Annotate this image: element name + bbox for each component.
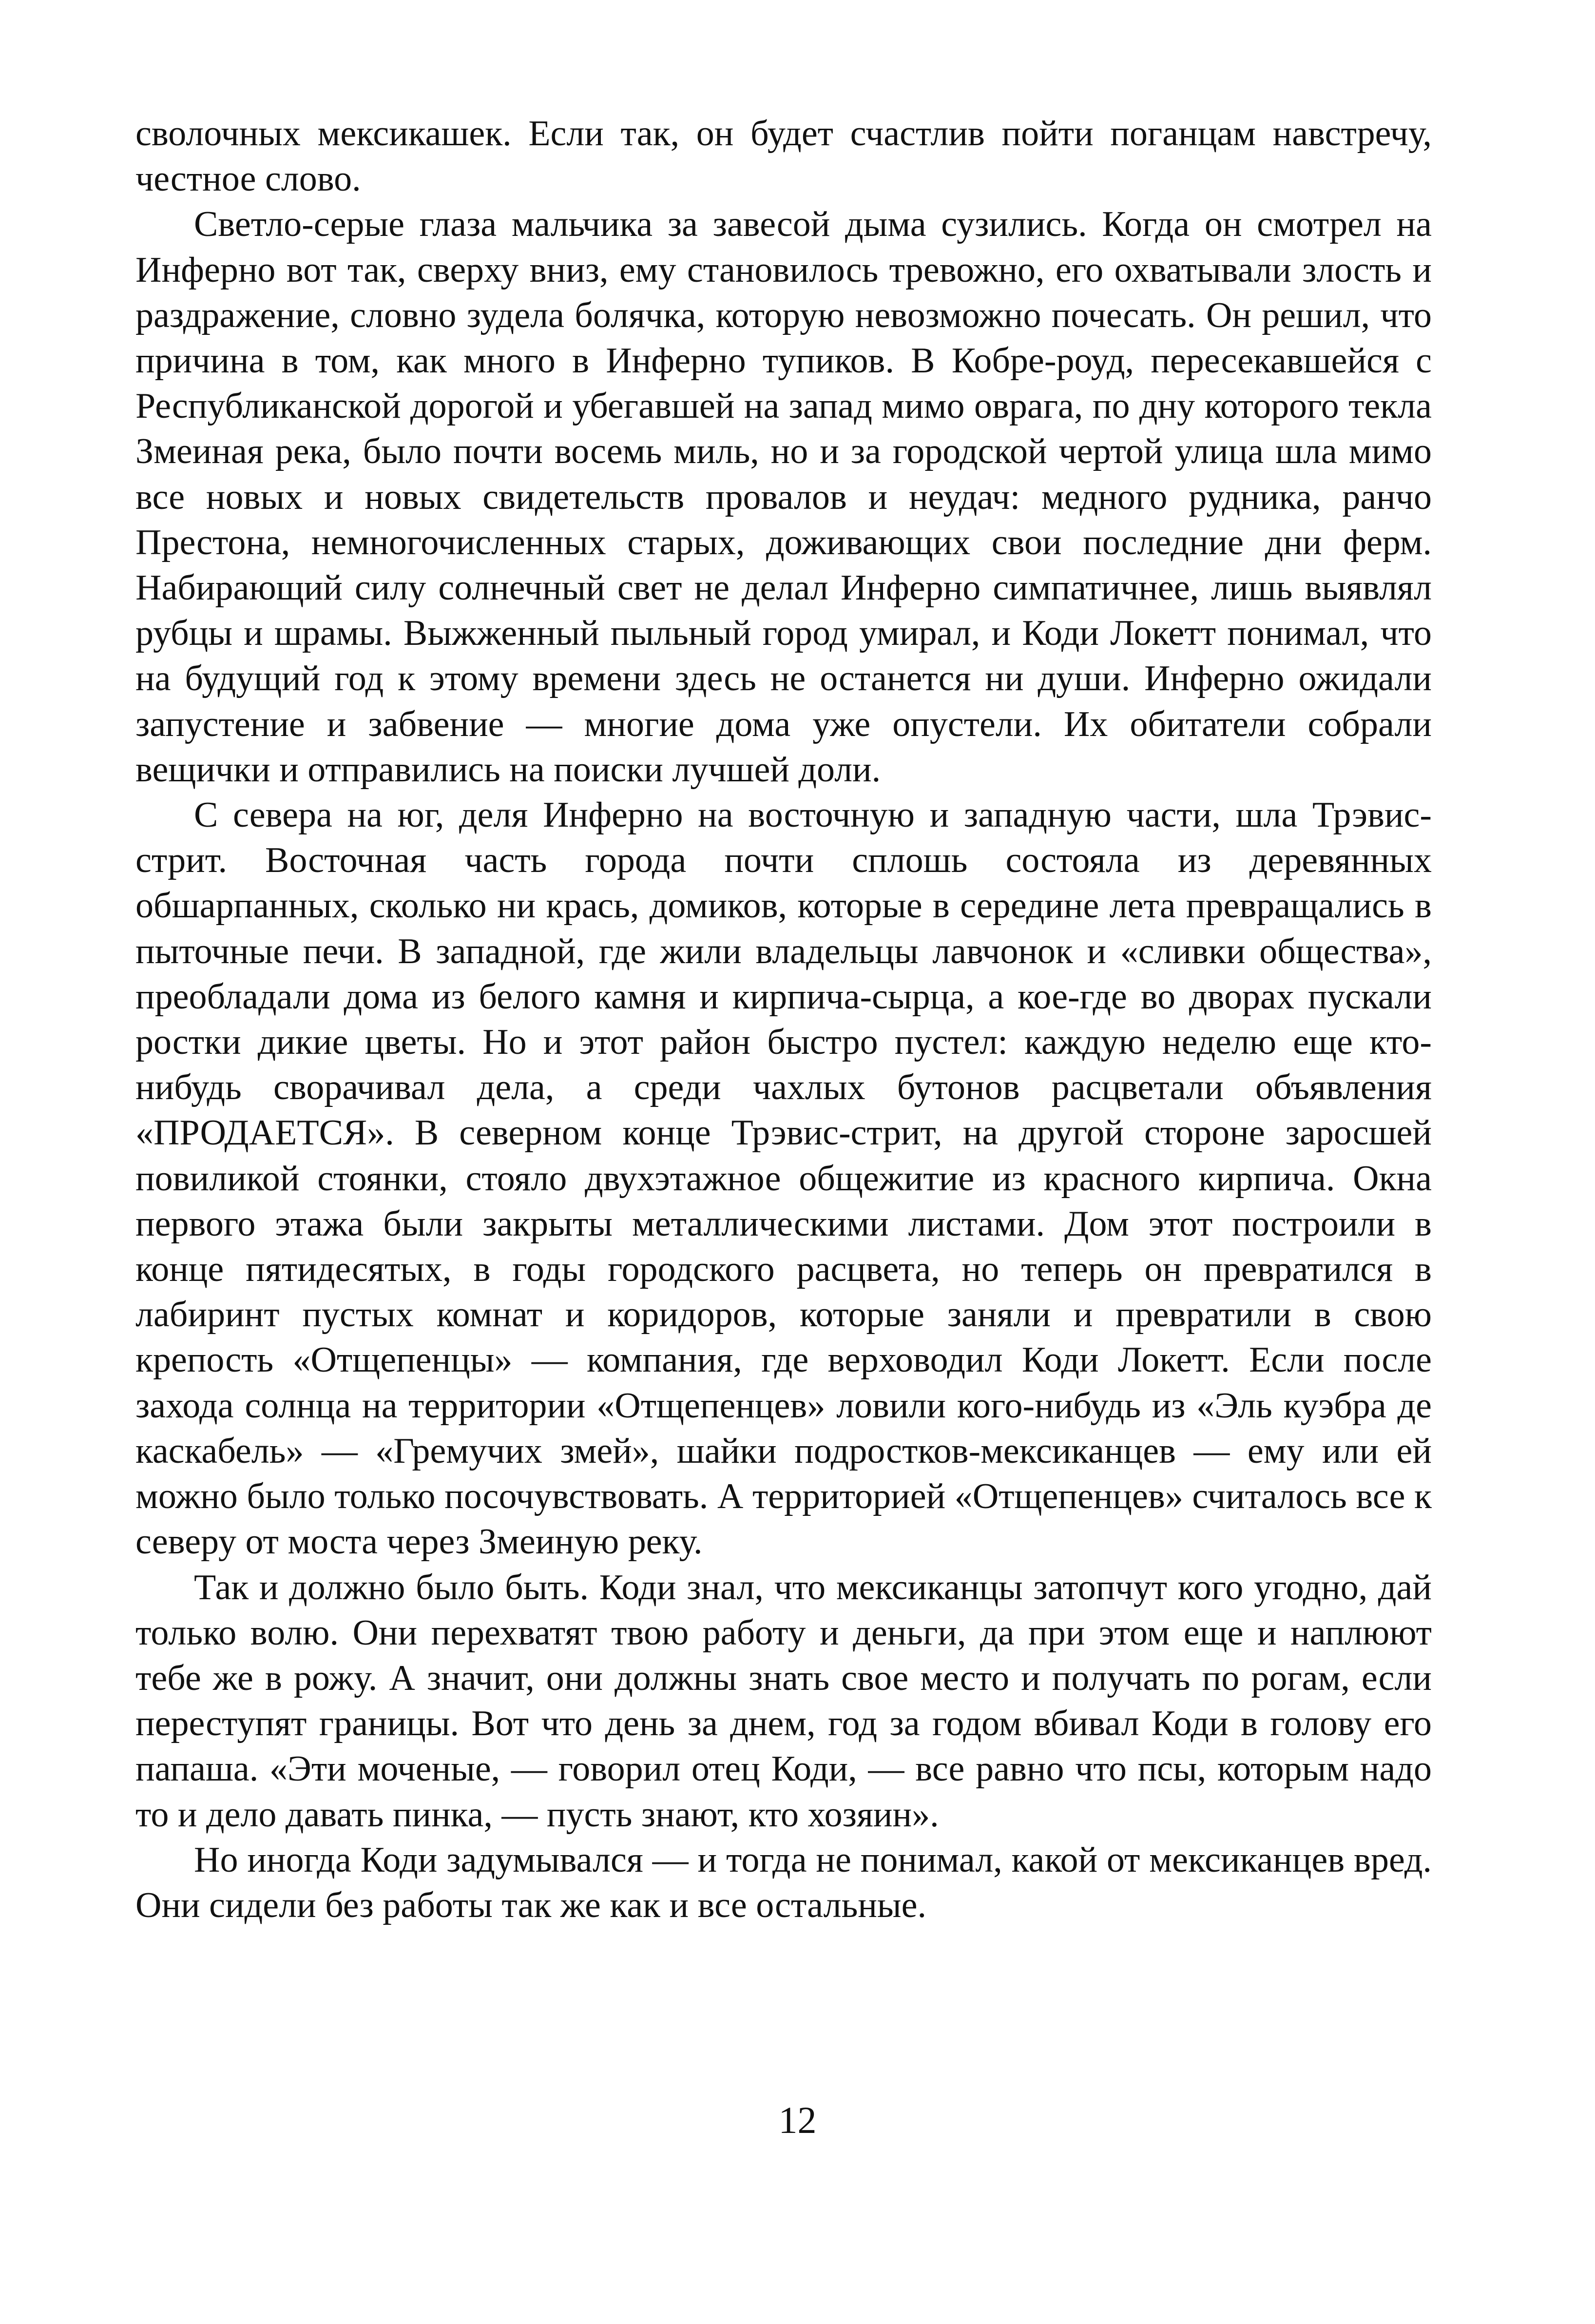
paragraph-3: С севера на юг, деля Инферно на восточную и западную части, шла Трэвис-стрит. Восточная часть города почти сплошь состояла из деревянных обшарпанных, сколько ни крась, домиков, которые в середине лета превращались в пыточные печи. В западной, где жили владельцы лавчонок и «сливки общества», преобладали дома из белого камня и кирпича-сырца, а кое-где во дворах пускали ростки дикие цветы. Но и этот район быстро пустел: каждую неделю еще кто-нибудь сворачивал дела, а среди чахлых бутонов расцветали объявления «ПРОДАЕТСЯ». В северном конце Трэвис-стрит, на другой стороне заросшей повиликой стоянки, стояло двухэтажное общежитие из красного кирпича. Окна первого этажа были закрыты металлическими листами. Дом этот построили в конце пятидесятых, в годы городского расцвета, но теперь он превратился в лабиринт пустых комнат и коридоров, которые заняли и превратили в свою крепость «Отщепенцы» — компания, где верховодил Коди Локетт. Если после захода солнца на территории «Отщепенцев» ловили кого-нибудь из «Эль куэбра де каскабель» — «Гремучих змей», шайки подростков-мексиканцев — ему или ей можно было только посочувствовать. А территорией «Отщепенцев» считалось все к северу от моста через Змеиную реку. bbox=[135, 795, 1432, 1562]
paragraph-4: Так и должно было быть. Коди знал, что мексиканцы затопчут кого угодно, дай только волю. Они перехватят твою работу и деньги, да при этом еще и наплюют тебе же в рожу. А значит, они должны знать свое место и получать по рогам, если переступят границы. Вот что день за днем, год за годом вбивал Коди в голову его папаша. «Эти моченые, — говорил отец Коди, — все равно что псы, которым надо то и дело давать пинка, — пусть знают, кто хозяин». bbox=[135, 1567, 1432, 1835]
page-number: 12 bbox=[778, 2099, 817, 2141]
paragraph-5: Но иногда Коди задумывался — и тогда не понимал, какой от мексиканцев вред. Они сидели без работы так же как и все остальные. bbox=[135, 1840, 1432, 1925]
text-block bbox=[135, 111, 1432, 1928]
paragraph-2: Светло-серые глаза мальчика за завесой дыма сузились. Когда он смотрел на Инферно вот так, сверху вниз, ему становилось тревожно, его охватывали злость и раздражение, словно зудела болячка, которую невозможно почесать. Он решил, что причина в том, как много в Инферно тупиков. В Кобре-роуд, пересекавшейся с Республиканской дорогой и убегавшей на запад мимо оврага, по дну которого текла Змеиная река, было почти восемь миль, но и за городской чертой улица шла мимо все новых и новых свидетельств провалов и неудач: медного рудника, ранчо Престона, немногочисленных старых, доживающих свои последние дни ферм. Набирающий силу солнечный свет не делал Инферно симпатичнее, лишь выявлял рубцы и шрамы. Выжженный пыльный город умирал, и Коди Локетт понимал, что на будущий год к этому времени здесь не останется ни души. Инферно ожидали запустение и забвение — многие дома уже опустели. Их обитатели собрали вещички и отправились на поиски лучшей доли. bbox=[135, 204, 1432, 790]
page-body bbox=[135, 111, 1432, 2061]
paragraph-1: сволочных мексикашек. Если так, он будет счастлив пойти поганцам навстречу, честное слово. bbox=[135, 114, 1432, 199]
